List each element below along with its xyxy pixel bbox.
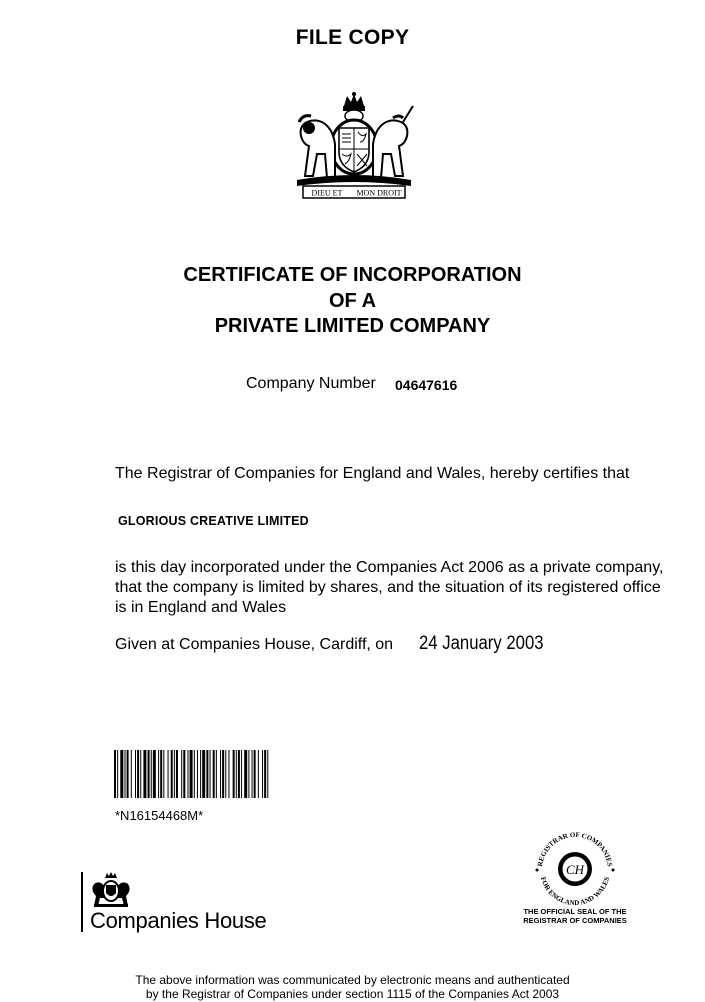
barcode-bar [210,750,211,798]
seal-monogram: CH [565,862,585,877]
barcode-bar [183,750,185,798]
barcode-bar [264,750,266,798]
footer-line2: by the Registrar of Companies under section 1115 of the Companies Act 2003 [145,987,560,1001]
seal-ring-top: REGISTRAR OF COMPANIES [536,830,614,868]
barcode-bar [252,750,253,798]
barcode-bar [216,750,217,798]
barcode-bar [236,750,237,798]
barcode-bar [267,750,268,798]
barcode-bar [176,750,178,798]
barcode-bar [171,750,173,798]
certificate-title-line1: CERTIFICATE OF INCORPORATION [183,264,522,286]
footer-notice [0,973,705,1001]
barcode-bar [163,750,164,798]
footer-line1: The above information was communicated by electronic means and authenticated [135,973,570,987]
registrar-seal [530,830,620,906]
barcode-bar [135,750,136,798]
seal-caption-line1: THE OFFICIAL SEAL OF THE [523,907,627,916]
given-at-label: Given at Companies House, Cardiff, on [115,636,394,653]
barcode-bar [197,750,198,798]
barcode-bar [258,750,259,798]
barcode-bar [160,750,162,798]
file-copy-heading: FILE COPY [295,26,410,49]
company-number-value: 04647616 [395,377,458,393]
barcode-bar [151,750,152,798]
barcode-bar [222,750,224,798]
barcode-bar [117,750,118,798]
barcode-bar [140,750,141,798]
royal-crest-icon [88,872,134,908]
barcode-bar [241,750,242,798]
barcode-bar [188,750,189,798]
barcode-bar [174,750,175,798]
barcode-bar [254,750,256,798]
barcode-bar [148,750,150,798]
seal-caption [510,907,640,925]
barcode-bar [228,750,229,798]
incorporation-paragraph: is this day incorporated under the Companies Act 2006 as a private company, that the company is limited by shares, and the situation of its registered office is in England and Wales [115,559,664,616]
motto-right: MON DROIT [356,188,402,198]
barcode [114,750,384,798]
barcode-bar [194,750,195,798]
barcode-bar [233,750,235,798]
barcode-bar [220,750,221,798]
barcode-bar [225,750,226,798]
companies-house-logo-text: Companies House [90,908,267,933]
barcode-bar [131,750,132,798]
barcode-text: *N16154468M* [115,808,204,823]
barcode-bar [181,750,182,798]
barcode-bar [143,750,146,798]
barcode-bar [262,750,263,798]
royal-coat-of-arms-icon [289,92,419,202]
incorporation-date: 24 January 2003 [419,633,544,654]
barcode-bar [206,750,208,798]
logo-divider [81,872,83,932]
barcode-bar [168,750,169,798]
barcode-bar [125,750,126,798]
barcode-bar [158,750,159,798]
barcode-bar [238,750,240,798]
barcode-bar [153,750,156,798]
barcode-bar [137,750,139,798]
certifies-paragraph: The Registrar of Companies for England and Wales, hereby certifies that [115,465,630,482]
barcode-bar [114,750,116,798]
barcode-bar [200,750,201,798]
company-number-label: Company Number [246,375,376,392]
certificate-title-line2: OF A [328,290,377,312]
barcode-bar [190,750,193,798]
barcode-bar [120,750,123,798]
barcode-bar [213,750,215,798]
barcode-bar [248,750,249,798]
motto-left: DIEU ET [311,188,343,198]
barcode-bar [127,750,129,798]
barcode-bar [202,750,205,798]
seal-caption-line2: REGISTRAR OF COMPANIES [523,916,627,925]
seal-ring-bottom: FOR ENGLAND AND WALES [538,875,612,906]
company-name: GLORIOUS CREATIVE LIMITED [118,514,309,528]
barcode-bar [244,750,247,798]
certificate-title-line3: PRIVATE LIMITED COMPANY [214,315,491,337]
